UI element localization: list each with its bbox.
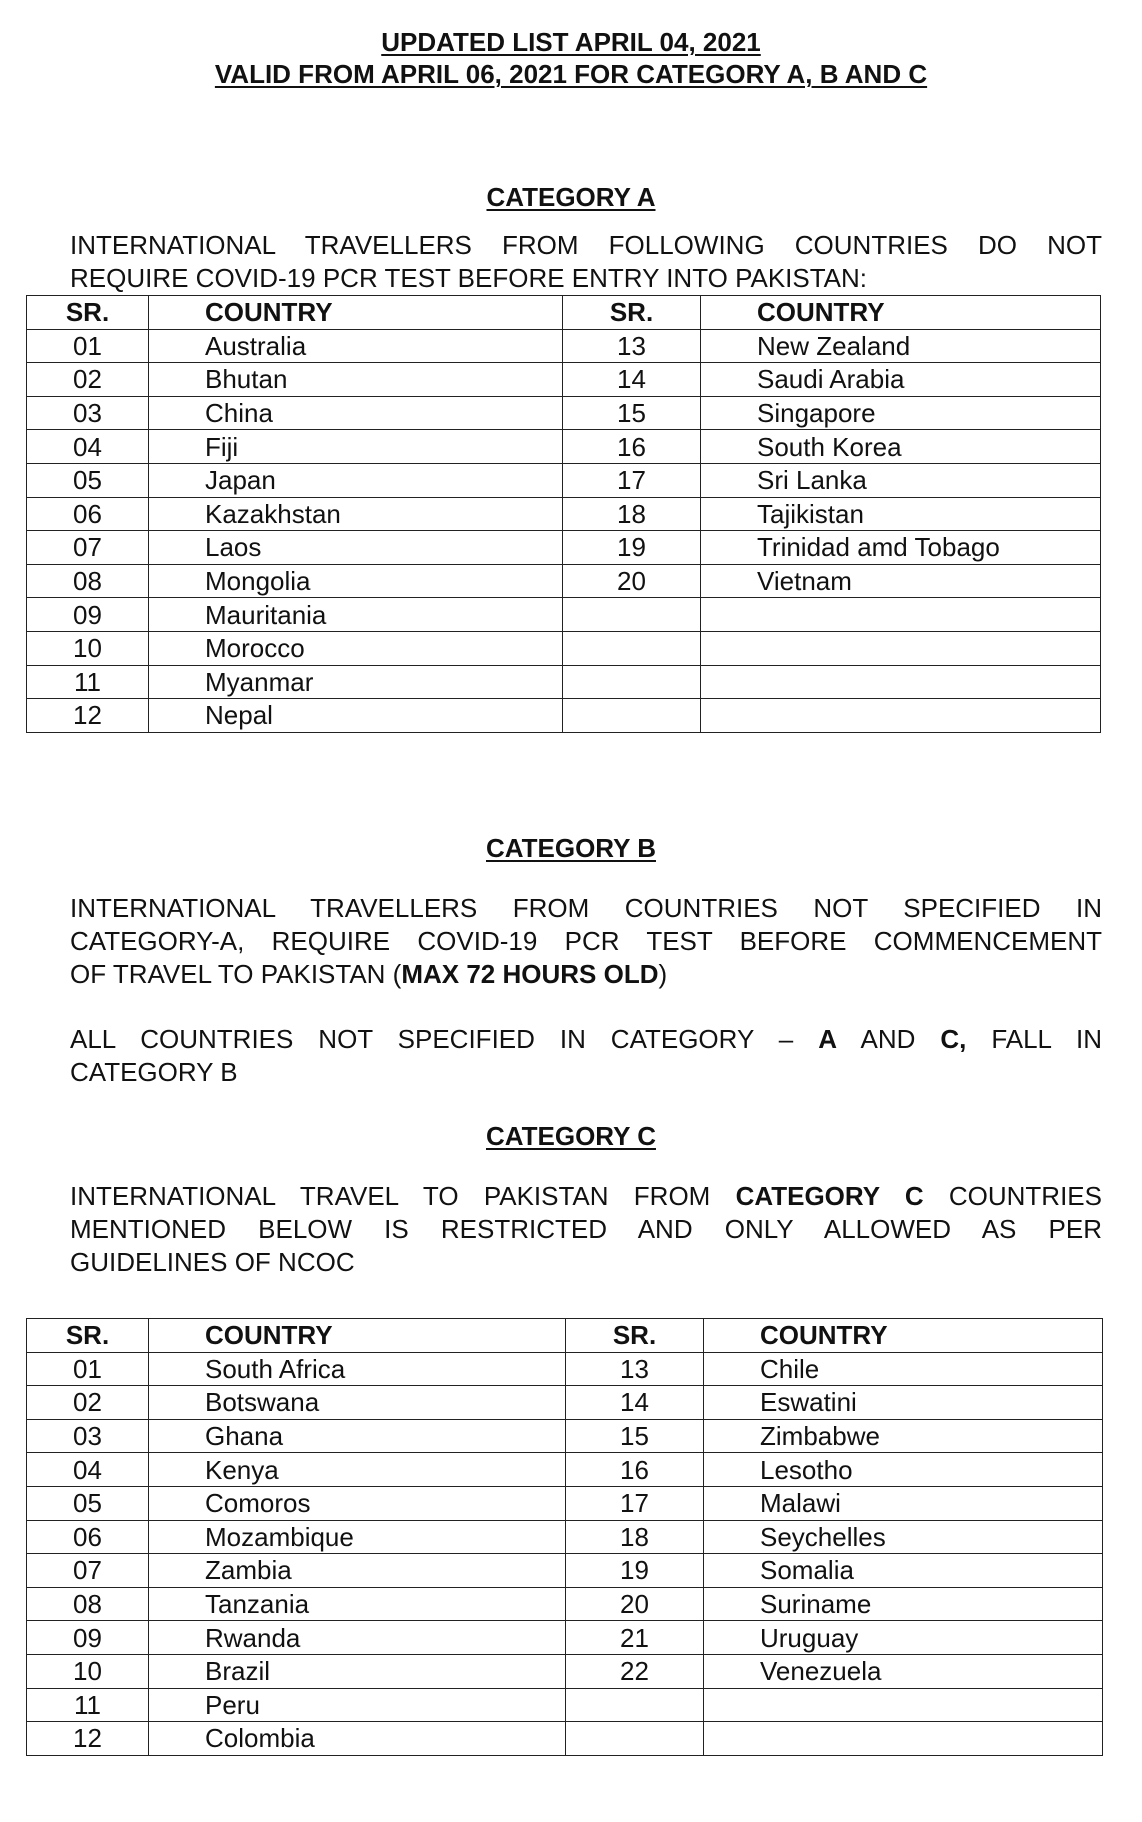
sr-cell [563,699,701,733]
category-c-title: CATEGORY C [486,1121,656,1151]
table-row [27,1520,1103,1554]
sr-cell: 01 [27,329,149,363]
table-row [27,1654,1103,1688]
country-cell: Colombia [149,1722,566,1756]
country-cell: Malawi [704,1486,1103,1520]
table-row [27,396,1101,430]
country-cell: Somalia [704,1554,1103,1588]
document-title-line-2: VALID FROM APRIL 06, 2021 FOR CATEGORY A, B AND C [214,59,928,89]
sr-cell: 18 [566,1520,704,1554]
country-cell: Eswatini [704,1386,1103,1420]
country-cell: Chile [704,1352,1103,1386]
country-cell: Suriname [704,1587,1103,1621]
sr-cell: 16 [563,430,701,464]
sr-cell: 05 [27,1486,149,1520]
country-cell [701,598,1101,632]
country-cell: China [149,396,563,430]
country-cell: Seychelles [704,1520,1103,1554]
country-cell: Tanzania [149,1587,566,1621]
category-b-title: CATEGORY B [486,833,656,863]
sr-cell [563,598,701,632]
sr-cell: 10 [27,631,149,665]
category-a-table [26,295,1101,733]
country-cell: Botswana [149,1386,566,1420]
country-cell: Brazil [149,1654,566,1688]
sr-cell: 06 [27,497,149,531]
table-row [27,1352,1103,1386]
sr-cell: 14 [563,363,701,397]
table-header-row [27,296,1101,330]
country-cell: Trinidad amd Tobago [701,531,1101,565]
sr-cell: 05 [27,463,149,497]
sr-cell [563,631,701,665]
table-row [27,1419,1103,1453]
sr-cell: 18 [563,497,701,531]
country-cell: Kenya [149,1453,566,1487]
sr-header: SR. [563,296,701,330]
category-c-desc-pre: INTERNATIONAL TRAVEL TO PAKISTAN FROM [70,1181,711,1211]
country-cell: Tajikistan [701,497,1101,531]
country-cell: New Zealand [701,329,1101,363]
sr-cell: 21 [566,1621,704,1655]
table-row [27,1587,1103,1621]
sr-cell: 02 [27,1386,149,1420]
sr-cell: 04 [27,1453,149,1487]
sr-cell: 12 [27,1722,149,1756]
country-cell: Zimbabwe [704,1419,1103,1453]
table-row [27,531,1101,565]
sr-cell: 16 [566,1453,704,1487]
sr-header: SR. [566,1319,704,1353]
sr-cell [563,665,701,699]
category-c-table-body [27,1352,1103,1755]
sr-cell: 19 [563,531,701,565]
category-c-desc-line-3: GUIDELINES OF NCOC [70,1247,355,1277]
table-row [27,598,1101,632]
category-b-p1-line-3-post: ) [658,959,668,989]
category-b-p1-line-1: INTERNATIONAL TRAVELLERS FROM COUNTRIES NOT SPECIFIED IN [70,893,1102,923]
category-c-desc-bold: CATEGORY C [735,1181,924,1211]
country-cell [701,665,1101,699]
category-a-desc-line-1: INTERNATIONAL TRAVELLERS FROM FOLLOWING COUNTRIES DO NOT [70,230,1102,260]
country-cell: Kazakhstan [149,497,563,531]
table-row [27,564,1101,598]
sr-cell: 17 [566,1486,704,1520]
document-title-line-1: UPDATED LIST APRIL 04, 2021 [381,27,761,57]
sr-cell: 11 [27,1688,149,1722]
category-c-desc-line-2: MENTIONED BELOW IS RESTRICTED AND ONLY ALLOWED AS PER [70,1214,1102,1244]
category-a-table-body [27,329,1101,732]
country-header: COUNTRY [704,1319,1103,1353]
category-c-desc-post: COUNTRIES [948,1181,1102,1211]
sr-cell: 15 [563,396,701,430]
category-b-p1-line-2: CATEGORY-A, REQUIRE COVID-19 PCR TEST BEFORE COMMENCEMENT [70,926,1102,956]
country-cell: South Korea [701,430,1101,464]
country-header: COUNTRY [149,1319,566,1353]
sr-cell: 17 [563,463,701,497]
country-cell: Sri Lanka [701,463,1101,497]
country-cell [704,1722,1103,1756]
category-a-desc-line-2: REQUIRE COVID-19 PCR TEST BEFORE ENTRY INTO PAKISTAN: [70,263,868,293]
sr-cell: 09 [27,1621,149,1655]
sr-cell: 12 [27,699,149,733]
table-row [27,1453,1103,1487]
sr-cell: 13 [563,329,701,363]
sr-cell: 02 [27,363,149,397]
country-cell [701,699,1101,733]
table-row [27,699,1101,733]
country-cell [701,631,1101,665]
country-cell: Fiji [149,430,563,464]
sr-cell: 03 [27,396,149,430]
country-cell: Myanmar [149,665,563,699]
sr-cell: 06 [27,1520,149,1554]
table-row [27,1486,1103,1520]
country-header: COUNTRY [701,296,1101,330]
country-cell: South Africa [149,1352,566,1386]
country-cell: Peru [149,1688,566,1722]
country-cell: Uruguay [704,1621,1103,1655]
country-cell: Ghana [149,1419,566,1453]
country-cell: Lesotho [704,1453,1103,1487]
country-cell: Nepal [149,699,563,733]
sr-cell: 22 [566,1654,704,1688]
category-b-p1-line-3-pre: OF TRAVEL TO PAKISTAN ( [70,959,402,989]
country-cell: Rwanda [149,1621,566,1655]
sr-cell: 07 [27,1554,149,1588]
table-row [27,1688,1103,1722]
max-hours-note: MAX 72 HOURS OLD [401,959,659,989]
country-cell: Laos [149,531,563,565]
sr-cell: 09 [27,598,149,632]
country-cell: Venezuela [704,1654,1103,1688]
sr-cell [566,1688,704,1722]
country-cell: Japan [149,463,563,497]
sr-cell: 13 [566,1352,704,1386]
table-row [27,1621,1103,1655]
sr-cell: 15 [566,1419,704,1453]
category-b-p2-line-2: CATEGORY B [70,1057,238,1087]
table-row [27,631,1101,665]
category-b-p2-post: FALL IN [991,1024,1103,1054]
category-a-title: CATEGORY A [486,182,656,212]
sr-cell: 19 [566,1554,704,1588]
sr-cell: 20 [566,1587,704,1621]
country-cell: Morocco [149,631,563,665]
table-row [27,497,1101,531]
sr-cell: 08 [27,1587,149,1621]
sr-header: SR. [27,296,149,330]
category-c-desc-line-1 [70,1180,1102,1213]
country-cell: Singapore [701,396,1101,430]
sr-cell: 14 [566,1386,704,1420]
sr-cell: 04 [27,430,149,464]
table-row [27,329,1101,363]
country-cell: Saudi Arabia [701,363,1101,397]
category-b-p2-line-1 [70,1023,1102,1056]
category-b-p2-and: AND [860,1024,916,1054]
table-row [27,430,1101,464]
country-cell: Vietnam [701,564,1101,598]
category-b-p2-pre: ALL COUNTRIES NOT SPECIFIED IN CATEGORY – [70,1024,794,1054]
category-b-p2-c: C, [940,1024,967,1054]
sr-cell: 20 [563,564,701,598]
sr-cell [566,1722,704,1756]
table-row [27,1554,1103,1588]
sr-cell: 11 [27,665,149,699]
country-cell: Zambia [149,1554,566,1588]
sr-cell: 10 [27,1654,149,1688]
country-cell: Mongolia [149,564,563,598]
sr-cell: 08 [27,564,149,598]
table-header-row [27,1319,1103,1353]
country-header: COUNTRY [149,296,563,330]
sr-cell: 01 [27,1352,149,1386]
table-row [27,1386,1103,1420]
table-row [27,665,1101,699]
country-cell: Bhutan [149,363,563,397]
country-cell: Mauritania [149,598,563,632]
category-b-p1-line-3 [70,958,1102,991]
sr-cell: 03 [27,1419,149,1453]
country-cell [704,1688,1103,1722]
category-b-p2-a: A [818,1024,837,1054]
table-row [27,463,1101,497]
sr-header: SR. [27,1319,149,1353]
category-c-table [26,1318,1103,1756]
country-cell: Australia [149,329,563,363]
table-row [27,363,1101,397]
country-cell: Mozambique [149,1520,566,1554]
sr-cell: 07 [27,531,149,565]
country-cell: Comoros [149,1486,566,1520]
table-row [27,1722,1103,1756]
